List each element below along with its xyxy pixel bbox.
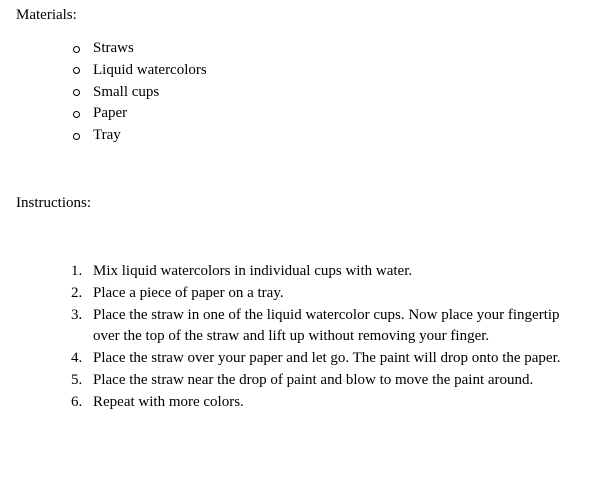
step-text: Place the straw in one of the liquid watercolor cups. Now place your fingertip over the top of the straw and lift up without removing your finger. [93, 306, 560, 345]
step-text: Place a piece of paper on a tray. [93, 284, 284, 301]
list-item [0, 38, 207, 60]
step-number: 4. [71, 350, 83, 367]
list-item [0, 125, 207, 147]
materials-list [0, 38, 207, 147]
list-item [0, 261, 573, 283]
step-text: Place the straw over your paper and let go. The paint will drop onto the paper. [93, 350, 561, 367]
material-label: Small cups [93, 83, 160, 100]
material-label: Tray [93, 127, 121, 143]
step-number: 6. [71, 393, 83, 410]
step-text: Repeat with more colors. [93, 393, 244, 410]
material-label: Liquid watercolors [93, 61, 207, 78]
hollow-bullet-icon [73, 46, 80, 53]
step-number: 2. [71, 284, 83, 301]
materials-heading: Materials: [16, 7, 77, 23]
list-item [0, 103, 207, 125]
list-item [0, 370, 573, 392]
instructions-heading: Instructions: [16, 195, 91, 211]
step-text: Place the straw near the drop of paint and blow to move the paint around. [93, 371, 534, 388]
material-label: Straws [93, 40, 134, 56]
step-number: 5. [71, 371, 83, 388]
list-item [0, 60, 207, 82]
step-number: 3. [71, 306, 83, 323]
list-item [0, 348, 573, 370]
hollow-bullet-icon [73, 67, 80, 74]
hollow-bullet-icon [73, 133, 80, 140]
list-item [0, 392, 573, 414]
list-item [0, 82, 207, 104]
list-item [0, 305, 573, 349]
material-label: Paper [93, 105, 128, 122]
hollow-bullet-icon [73, 89, 80, 96]
instructions-list [0, 261, 600, 414]
step-number: 1. [71, 263, 83, 279]
hollow-bullet-icon [73, 111, 80, 118]
list-item [0, 283, 573, 305]
step-text: Mix liquid watercolors in individual cups with water. [93, 263, 413, 279]
